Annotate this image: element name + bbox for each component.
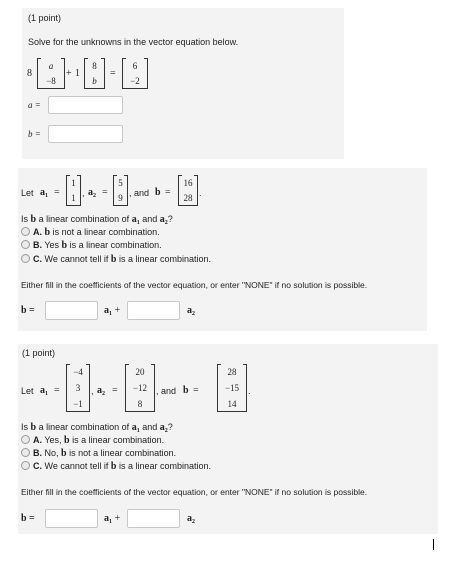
equals-sign: = bbox=[165, 187, 171, 198]
option-c-radio[interactable] bbox=[21, 461, 30, 470]
b-symbol: b bbox=[183, 385, 189, 396]
vector-a2: 5 9 bbox=[113, 175, 128, 206]
coefficient-1-input[interactable] bbox=[45, 301, 98, 320]
points-label: (1 point) bbox=[28, 13, 62, 23]
let-label: Let bbox=[21, 188, 34, 198]
a1-symbol: $a_1$ bbox=[40, 385, 48, 397]
text-cursor-icon bbox=[433, 539, 434, 550]
plus-sign: + bbox=[66, 68, 72, 79]
vector-a1: 1 1 bbox=[66, 175, 81, 206]
vector-a-minus8: a −8 bbox=[37, 58, 65, 89]
option-a-label[interactable]: A. b is not a linear combination. bbox=[33, 227, 160, 238]
a2-symbol: $a_2$ bbox=[97, 385, 105, 397]
question-text: Is b a linear combination of $a_1$ and $a_2$? bbox=[21, 214, 173, 226]
option-b-label[interactable]: B. No, b is not a linear combination. bbox=[33, 448, 177, 459]
option-c-label[interactable]: C. We cannot tell if b is a linear combination. bbox=[33, 461, 212, 472]
and-text: , and bbox=[156, 386, 177, 396]
equals-sign: = bbox=[112, 385, 118, 396]
option-b-radio[interactable] bbox=[21, 240, 30, 249]
fill-instruction: Either fill in the coefficients of the vector equation, or enter "NONE" if no solution is possible. bbox=[21, 487, 368, 497]
problem-3-panel bbox=[18, 344, 438, 534]
a2-term: $a_2$ bbox=[187, 513, 195, 525]
problem-1-panel bbox=[22, 8, 344, 159]
option-b-label[interactable]: B. Yes b is a linear combination. bbox=[33, 240, 162, 251]
coefficient-2-input[interactable] bbox=[127, 301, 180, 320]
problem-2-panel bbox=[18, 168, 427, 331]
a-label: a = bbox=[28, 100, 41, 110]
and-text: , and bbox=[129, 188, 150, 198]
scalar-1: 1 bbox=[75, 68, 80, 79]
a2-symbol: $a_2$ bbox=[88, 187, 96, 199]
a1-plus-term: $a_1$ + bbox=[104, 513, 121, 525]
a-input[interactable] bbox=[48, 96, 123, 114]
equals-sign: = bbox=[110, 68, 116, 79]
option-a-label[interactable]: A. Yes, b is a linear combination. bbox=[33, 435, 165, 446]
b-input[interactable] bbox=[48, 125, 123, 143]
vector-8-b: 8 b bbox=[84, 58, 105, 89]
equals-sign: = bbox=[193, 385, 199, 396]
comma: , bbox=[82, 188, 85, 198]
b-equals-label: b = bbox=[21, 305, 35, 316]
question-text: Is b a linear combination of $a_1$ and $a_2$? bbox=[21, 422, 173, 434]
vector-b: 16 28 bbox=[178, 175, 198, 206]
coefficient-1-input[interactable] bbox=[45, 509, 98, 528]
scalar-8: 8 bbox=[27, 68, 32, 79]
option-a-radio[interactable] bbox=[21, 227, 30, 236]
points-label: (1 point) bbox=[22, 348, 56, 358]
vector-a1: −4 3 −1 bbox=[66, 364, 90, 412]
a1-plus-term: $a_1$ + bbox=[104, 305, 121, 317]
b-label: b = bbox=[28, 129, 41, 139]
option-c-label[interactable]: C. We cannot tell if b is a linear combination. bbox=[33, 254, 212, 265]
vector-a2: 20 −12 8 bbox=[125, 364, 155, 412]
period: . bbox=[199, 188, 202, 198]
vector-6-minus2: 6 −2 bbox=[122, 58, 148, 89]
coefficient-2-input[interactable] bbox=[127, 509, 180, 528]
let-label: Let bbox=[21, 386, 34, 396]
a2-term: $a_2$ bbox=[187, 305, 195, 317]
equals-sign: = bbox=[54, 187, 60, 198]
option-c-radio[interactable] bbox=[21, 254, 30, 263]
vector-b: 28 −15 14 bbox=[217, 364, 247, 412]
option-a-radio[interactable] bbox=[21, 435, 30, 444]
b-equals-label: b = bbox=[21, 513, 35, 524]
a1-symbol: $a_1$ bbox=[40, 187, 48, 199]
instruction-text: Solve for the unknowns in the vector equation below. bbox=[28, 37, 239, 47]
period: . bbox=[248, 386, 251, 396]
equals-sign: = bbox=[54, 385, 60, 396]
equals-sign: = bbox=[102, 187, 108, 198]
fill-instruction: Either fill in the coefficients of the vector equation, or enter "NONE" if no solution is possible. bbox=[21, 280, 368, 290]
comma: , bbox=[91, 386, 94, 396]
option-b-radio[interactable] bbox=[21, 448, 30, 457]
b-symbol: b bbox=[155, 187, 161, 198]
